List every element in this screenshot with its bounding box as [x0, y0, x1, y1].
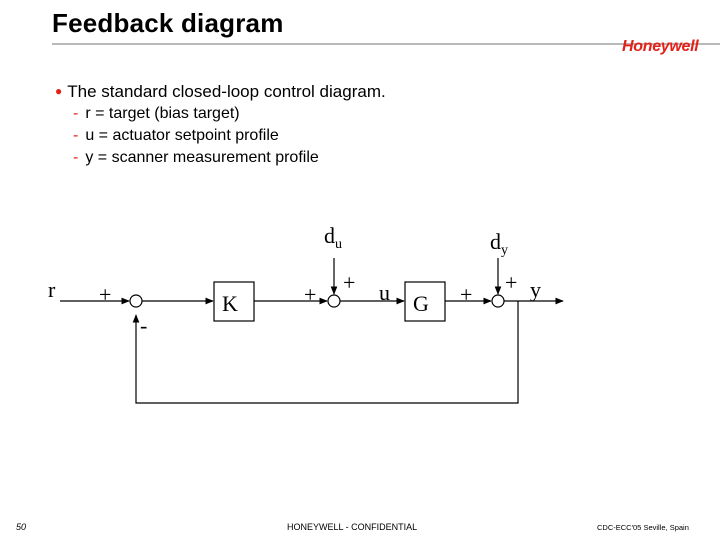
label-plus-2: +: [304, 282, 317, 307]
sub-bullet-text: r = target (bias target): [85, 105, 240, 122]
bullet-dot-icon: ●: [55, 84, 63, 98]
honeywell-logo: Honeywell: [622, 38, 699, 55]
sub-bullet-text: y = scanner measurement profile: [85, 149, 319, 166]
label-plus-4: +: [460, 282, 473, 307]
feedback-line: [136, 301, 518, 403]
dash-icon: -: [73, 127, 79, 144]
label-minus-1: -: [140, 313, 148, 338]
summing-junction-1: [130, 295, 142, 307]
label-dy-sub: y: [501, 243, 508, 258]
label-k: K: [222, 291, 238, 316]
label-y: y: [530, 277, 541, 302]
page-title: Feedback diagram: [52, 8, 284, 38]
label-g: G: [413, 291, 429, 316]
label-u: u: [379, 280, 390, 305]
sub-bullet-text: u = actuator setpoint profile: [85, 127, 279, 144]
page-number: 50: [16, 522, 27, 532]
summing-junction-2: [328, 295, 340, 307]
confidential-notice: HONEYWELL - CONFIDENTIAL: [287, 522, 418, 532]
conference-label: CDC-ECC'05 Seville, Spain: [597, 523, 689, 532]
dash-icon: -: [73, 105, 79, 122]
label-plus-3: +: [343, 270, 356, 295]
label-dy: [490, 229, 508, 258]
label-dy-main: d: [490, 229, 501, 254]
label-du-sub: u: [335, 237, 342, 252]
label-du-main: d: [324, 223, 335, 248]
label-du: [324, 223, 342, 252]
bullet-main-text: The standard closed-loop control diagram.: [67, 82, 386, 101]
dash-icon: -: [73, 149, 79, 166]
label-r: r: [48, 277, 56, 302]
label-plus-5: +: [505, 270, 518, 295]
label-plus-1: +: [99, 282, 112, 307]
summing-junction-3: [492, 295, 504, 307]
